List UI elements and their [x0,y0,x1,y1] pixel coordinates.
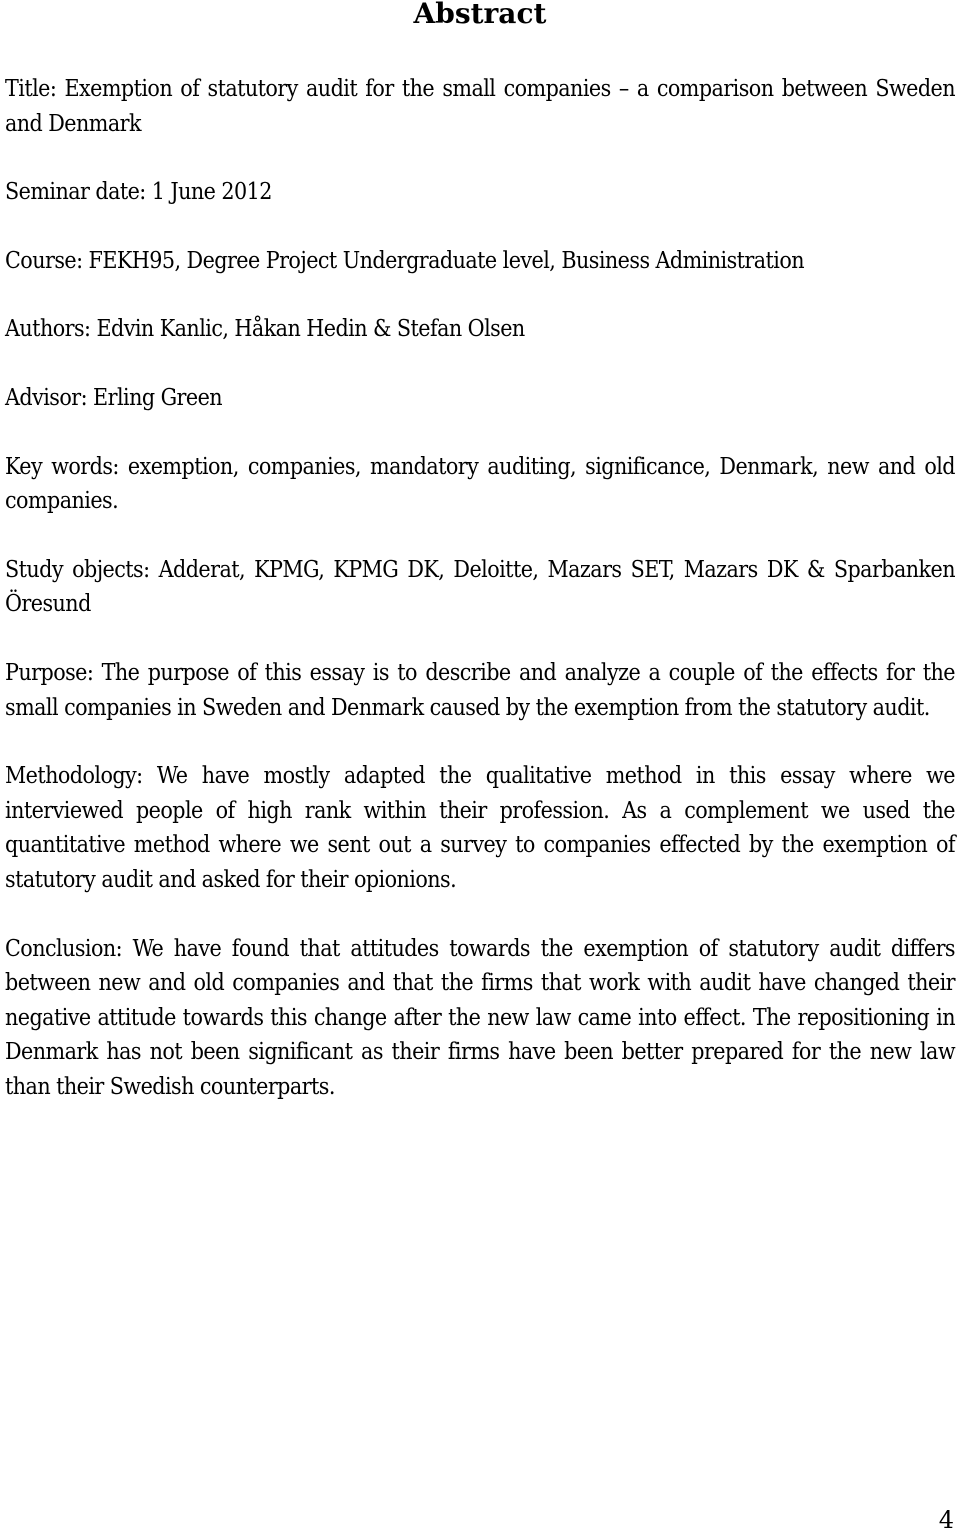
authors-paragraph: Authors: Edvin Kanlic, Håkan Hedin & Stefan Olsen [5,316,525,343]
study-objects-paragraph: Study objects: Adderat, KPMG, KPMG DK, Deloitte, Mazars SET, Mazars DK & Sparbanken Öresund [5,556,955,618]
purpose-paragraph: Purpose: The purpose of this essay is to describe and analyze a couple of the effects for the small companies in Sweden and Denmark caused by the exemption from the statutory audit. [5,659,955,721]
conclusion-paragraph: Conclusion: We have found that attitudes towards the exemption of statutory audit differs between new and old companies and that the firms that work with audit have changed their negative attitude towards this change after the new law came into effect. The repositioning in Denmark has not been significant as their firms have been better prepared for the new law than their Swedish counterparts. [5,935,955,1100]
methodology-paragraph: Methodology: We have mostly adapted the qualitative method in this essay where we interviewed people of high rank within their profession. As a complement we used the quantitative method where we sent out a survey to companies effected by the exemption of statutory audit and asked for their opionions. [5,763,955,893]
seminar-date-paragraph: Seminar date: 1 June 2012 [5,179,272,206]
title-paragraph: Title: Exemption of statutory audit for the small companies – a comparison between Sweden and Denmark [5,76,955,137]
advisor-paragraph: Advisor: Erling Green [5,384,223,411]
key-words-paragraph: Key words: exemption, companies, mandatory auditing, significance, Denmark, new and old companies. [5,453,955,515]
page-number: 4 [938,1506,954,1534]
abstract-heading: Abstract [413,0,547,30]
abstract-body [5,72,955,1138]
course-paragraph: Course: FEKH95, Degree Project Undergraduate level, Business Administration [5,247,805,274]
